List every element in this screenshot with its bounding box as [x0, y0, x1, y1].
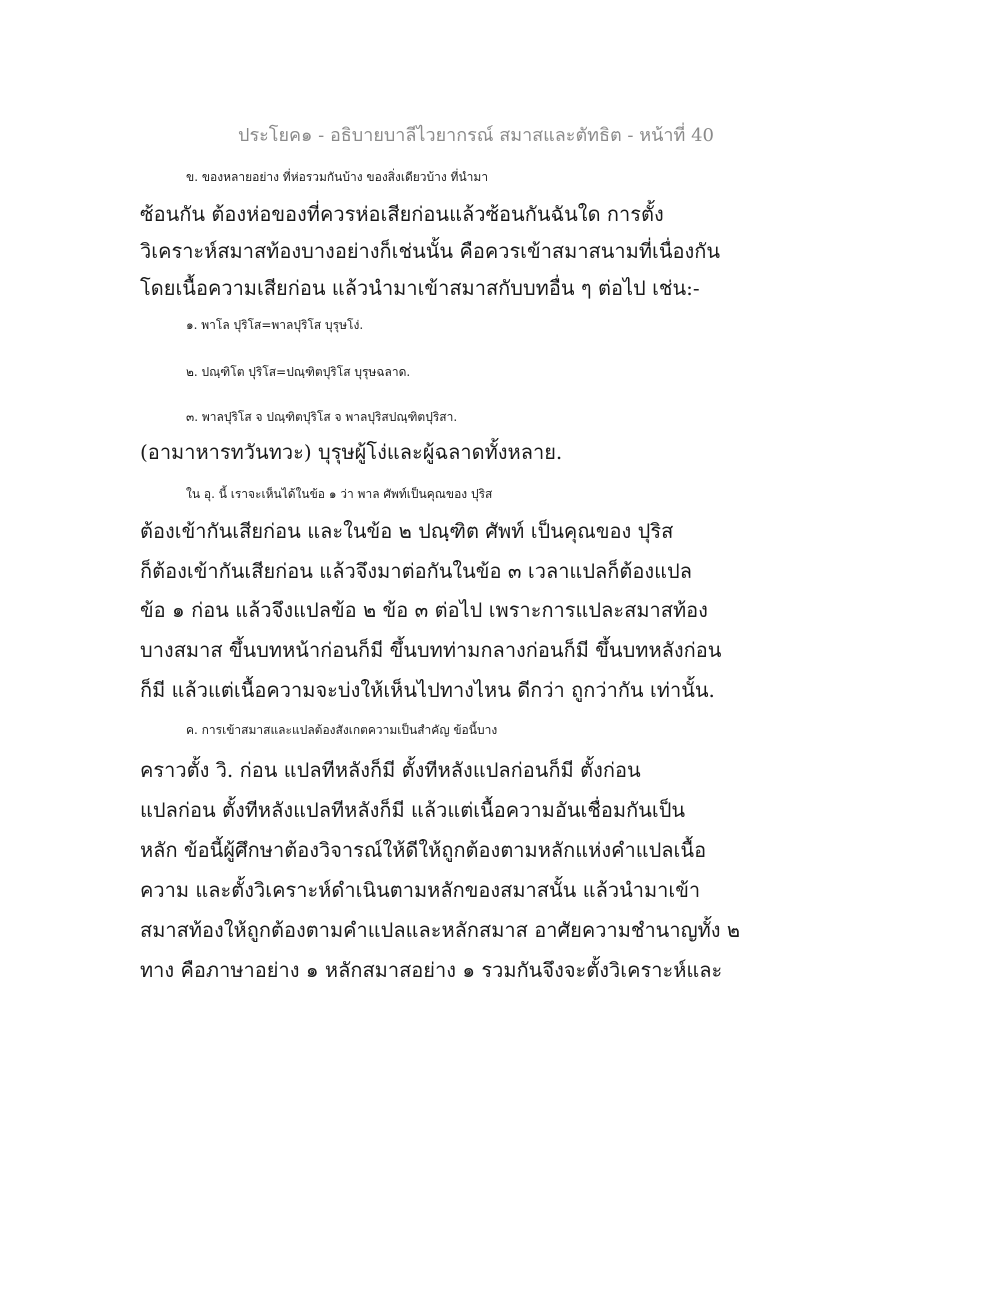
- body-line-9: ใน อุ. นี้ เราจะเห็นได้ในข้อ ๑ ว่า พาล ศัพท์เป็นคุณของ ปุริส: [186, 487, 493, 501]
- body-line-18: หลัก ข้อนี้ผู้ศึกษาต้องวิจารณ์ให้ดีให้ถูกต้องตามหลักแห่งคำแปลเนื้อ: [140, 838, 707, 862]
- body-line-2: ซ้อนกัน ต้องห่อของที่ควรห่อเสียก่อนแล้วซ้อนกันฉันใด การตั้ง: [140, 202, 664, 226]
- running-header: ประโยค๑ - อธิบายบาลีไวยากรณ์ สมาสและตัทธิต - หน้าที่ 40: [238, 125, 714, 146]
- body-line-15: ค. การเข้าสมาสและแปลต้องสังเกตความเป็นสำคัญ ข้อนี้บาง: [186, 723, 498, 737]
- body-line-21: ทาง คือภาษาอย่าง ๑ หลักสมาสอย่าง ๑ รวมกันจึงจะตั้งวิเคราะห์และ: [140, 958, 723, 982]
- body-line-12: ข้อ ๑ ก่อน แล้วจึงแปลข้อ ๒ ข้อ ๓ ต่อไป เพราะการแปละสมาสท้อง: [140, 598, 708, 622]
- body-line-17: แปลก่อน ตั้งทีหลังแปลทีหลังก็มี แล้วแต่เนื้อความอันเชื่อมกันเป็น: [140, 798, 686, 822]
- body-line-14: ก็มี แล้วแต่เนื้อความจะบ่งให้เห็นไปทางไหน ดีกว่า ถูกว่ากัน เท่านั้น.: [140, 678, 715, 702]
- body-line-1: ข. ของหลายอย่าง ที่ห่อรวมกันบ้าง ของสิ่งเดียวบ้าง ที่นำมา: [186, 170, 489, 184]
- body-line-10: ต้องเข้ากันเสียก่อน และในข้อ ๒ ปณฺฑิต ศัพท์ เป็นคุณของ ปุริส: [140, 519, 674, 543]
- body-line-13: บางสมาส ขึ้นบทหน้าก่อนก็มี ขึ้นบทท่ามกลางก่อนก็มี ขึ้นบทหลังก่อน: [140, 638, 722, 662]
- body-line-20: สมาสท้องให้ถูกต้องตามคำแปลและหลักสมาส อาศัยความชำนาญทั้ง ๒: [140, 918, 741, 942]
- body-line-4: โดยเนื้อความเสียก่อน แล้วนำมาเข้าสมาสกับบทอื่น ๆ ต่อไป เช่น:-: [140, 276, 700, 300]
- body-line-6: ๒. ปณฺฑิโต ปุริโส=ปณฺฑิตปุริโส บุรุษฉลาด.: [186, 365, 411, 379]
- body-line-16: คราวตั้ง วิ. ก่อน แปลทีหลังก็มี ตั้งทีหลังแปลก่อนก็มี ตั้งก่อน: [140, 758, 641, 782]
- body-line-11: ก็ต้องเข้ากันเสียก่อน แล้วจึงมาต่อกันในข้อ ๓ เวลาแปลก็ต้องแปล: [140, 559, 692, 583]
- body-line-19: ความ และตั้งวิเคราะห์ดำเนินตามหลักของสมาสนั้น แล้วนำมาเข้า: [140, 878, 701, 902]
- body-line-5: ๑. พาโล ปุริโส=พาลปุริโส บุรุษโง่.: [186, 318, 364, 332]
- body-line-8: (อามาหารทวันทวะ) บุรุษผู้โง่และผู้ฉลาดทั้งหลาย.: [140, 440, 563, 464]
- body-line-3: วิเคราะห์สมาสท้องบางอย่างก็เช่นนั้น คือควรเข้าสมาสนามที่เนื่องกัน: [140, 239, 721, 263]
- body-line-7: ๓. พาลปุริโส จ ปณฺฑิตปุริโส จ พาลปุริสปณฺฑิตปุริสา.: [186, 410, 458, 424]
